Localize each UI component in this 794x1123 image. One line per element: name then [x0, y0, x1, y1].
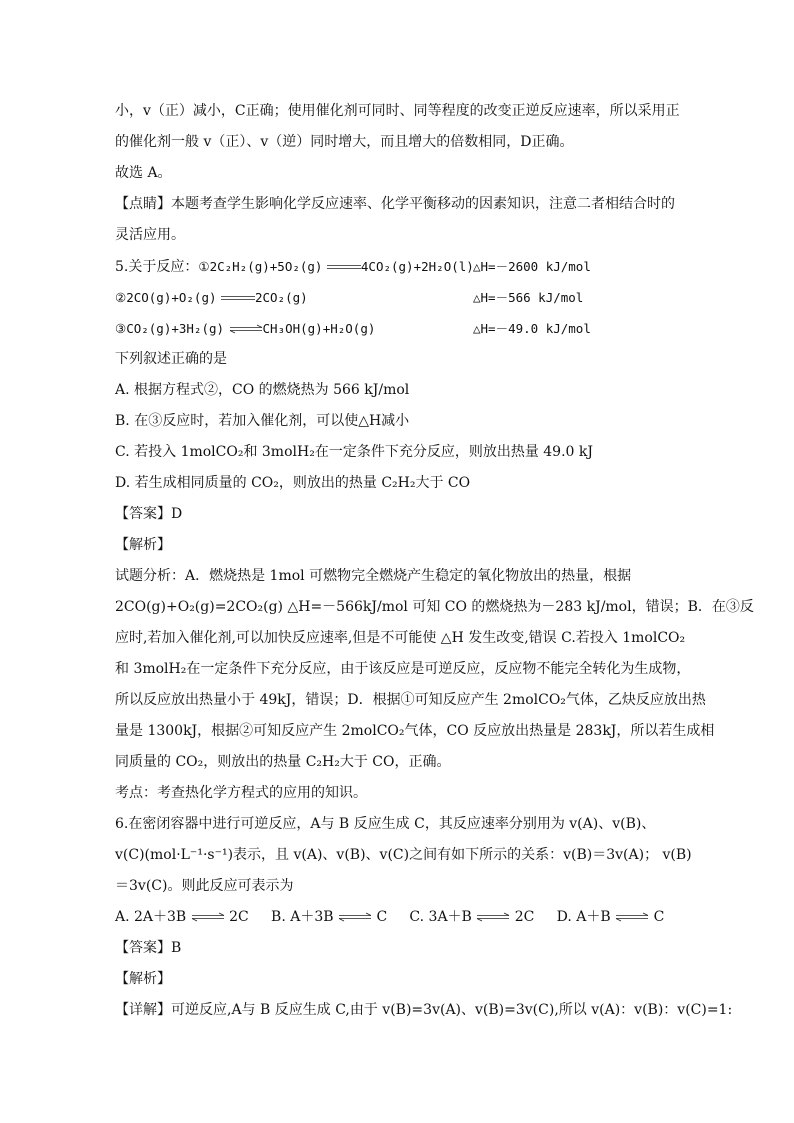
question-stem: 6.在密闭容器中进行可逆反应，A与 B 反应生成 C，其反应速率分别用为 v(A)、v(B)、: [115, 816, 656, 832]
analysis-line: 和 3molH₂在一定条件下充分反应，由于该反应是可逆反应，反应物不能完全转化为生成物，: [115, 661, 691, 677]
equation-1: [115, 251, 675, 282]
option-d-lhs: D. A＋B: [556, 909, 611, 925]
reversible-arrow-icon: [229, 325, 263, 333]
equilibrium-arrow-icon: [221, 294, 255, 302]
option-c: C. 若投入 1molCO₂和 3molH₂在一定条件下充分反应，则放出热量 49.0 kJ: [115, 444, 593, 460]
text-line: 故选 A。: [115, 165, 172, 181]
enthalpy-value: △H=－566 kJ/mol: [473, 290, 584, 305]
tip-line: 灵活应用。: [115, 227, 185, 243]
question-stem: ＝3v(C)。则此反应可表示为: [115, 878, 294, 894]
document-page: [115, 96, 754, 1026]
option-a-lhs: A. 2A＋3B: [115, 909, 187, 925]
option-b-lhs: B. A＋3B: [271, 909, 334, 925]
equation-lhs: ①2C₂H₂(g)+5O₂(g): [198, 259, 323, 274]
analysis-line: 量是 1300kJ，根据②可知反应产生 2molCO₂气体，CO 反应放出热量是 283kJ，所以若生成相: [115, 723, 715, 739]
answer: 【答案】B: [115, 940, 182, 956]
analysis-line: 2CO(g)+O₂(g)=2CO₂(g) △H=－566kJ/mol 可知 CO 的燃烧热为－283 kJ/mol，错误；B．在③反: [115, 599, 754, 615]
reversible-arrow-icon: [615, 913, 649, 921]
option-d-rhs: C: [653, 909, 665, 925]
reversible-arrow-icon: [191, 913, 225, 921]
question-number: 5.关于反应：: [115, 259, 199, 275]
question-stem: v(C)(mol·L⁻¹·s⁻¹)表示，且 v(A)、v(B)、v(C)之间有如下所示的关系：v(B)＝3v(A)； v(B): [115, 847, 692, 863]
option-d: D. 若生成相同质量的 CO₂，则放出的热量 C₂H₂大于 CO: [115, 475, 471, 491]
tip-line: 【点睛】本题考查学生影响化学反应速率、化学平衡移动的因素知识，注意二者相结合时的: [115, 196, 675, 212]
option-c-lhs: C. 3A＋B: [409, 909, 472, 925]
analysis-line: 同质量的 CO₂，则放出的热量 C₂H₂大于 CO，正确。: [115, 754, 451, 770]
reversible-arrow-icon: [476, 913, 510, 921]
equation-lhs: ③CO₂(g)+3H₂(g): [115, 321, 225, 336]
option-a-rhs: 2C: [229, 909, 249, 925]
equation-rhs: CH₃OH(g)+H₂O(g): [262, 321, 376, 336]
answer: 【答案】D: [115, 506, 183, 522]
option-b: B. 在③反应时，若加入催化剂，可以使△H减小: [115, 413, 410, 429]
question-prompt: 下列叙述正确的是: [115, 351, 227, 367]
equation-3: [115, 313, 675, 344]
option-b-rhs: C: [376, 909, 388, 925]
text-line: 的催化剂一般 v（正）、v（逆）同时增大，而且增大的倍数相同，D正确。: [115, 134, 574, 150]
enthalpy-value: △H=－49.0 kJ/mol: [473, 321, 591, 336]
analysis-heading: 【解析】: [115, 537, 171, 553]
options-row: [115, 902, 675, 933]
equation-2: [115, 282, 675, 313]
enthalpy-value: △H=－2600 kJ/mol: [473, 259, 591, 274]
analysis-line: 所以反应放出热量小于 49kJ，错误；D．根据①可知反应产生 2molCO₂气体，乙炔反应放出热: [115, 692, 706, 708]
knowledge-point: 考点：考查热化学方程式的应用的知识。: [115, 785, 367, 801]
analysis-line: 应时,若加入催化剂,可以加快反应速率,但是不可能使 △H 发生改变,错误 C.若投入 1molCO₂: [115, 630, 686, 646]
text-line: 小，v（正）减小，C正确；使用催化剂可同时、同等程度的改变正逆反应速率，所以采用正: [115, 103, 680, 119]
option-c-rhs: 2C: [514, 909, 535, 925]
equation-rhs: 4CO₂(g)+2H₂O(l): [360, 259, 474, 274]
equilibrium-arrow-icon: [327, 263, 361, 271]
reversible-arrow-icon: [338, 913, 372, 921]
analysis-line: 试题分析：A．燃烧热是 1mol 可燃物完全燃烧产生稳定的氧化物放出的热量，根据: [115, 568, 632, 584]
analysis-line: 【详解】可逆反应,A与 B 反应生成 C,由于 v(B)=3v(A)、v(B)=3v(C),所以 v(A)：v(B)：v(C)=1:: [115, 1002, 733, 1018]
equation-lhs: ②2CO(g)+O₂(g): [115, 290, 217, 305]
option-a: A. 根据方程式②，CO 的燃烧热为 566 kJ/mol: [115, 382, 410, 398]
analysis-heading: 【解析】: [115, 971, 171, 987]
equation-rhs: 2CO₂(g): [254, 290, 308, 305]
